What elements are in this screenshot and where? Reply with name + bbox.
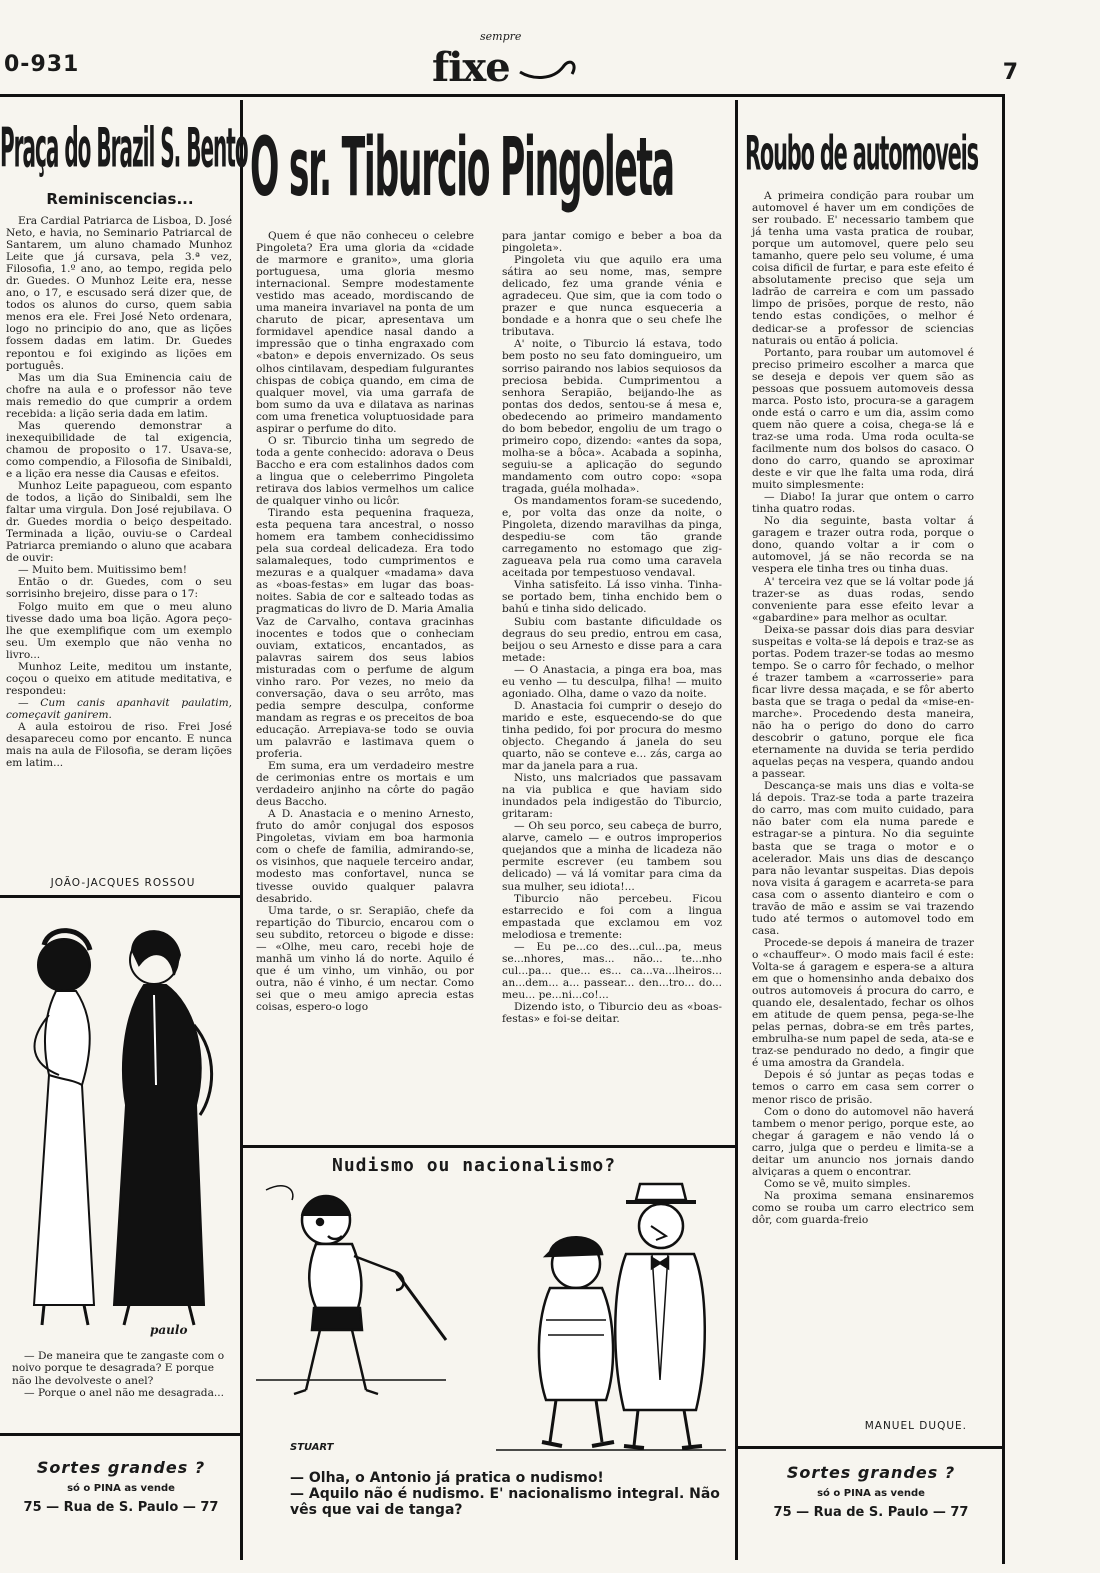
- paragraph: Tirando esta pequenina fraqueza, esta pequena tara ancestral, o nosso homem era tambem conhecidissimo pela sua cordeal delicadeza. Era todo salamaleques, todo cumprimentos e mezuras e a qualquer «madama» dava as «boas-festas» em lugar das boas-noites. Sabia de cor e salteado todas as pragmaticas do livro de D. Maria Amalia Vaz de Carvalho, contava gracinhas inocentes e todos que o conheciam ouviam, extaticos, encantados, as palavras sairem dos seus labios misturadas com o perfume de algum vinho raro. Por vezes, no meio da conversação, dava o seu arrôto, mas pedia sempre desculpa, conforme mandam as regras e os preceitos de boa educação. Arrepiava-se todo se ouvia um palavrão e lastimava quem o proferia.: [256, 507, 474, 761]
- left-ad-address: 75 — Rua de S. Paulo — 77: [23, 1500, 219, 1515]
- paragraph: A primeira condição para roubar um automovel é haver um em condições de ser roubado. E' necessario tambem que já tenha uma vasta pratica de roubar, porque um automovel, quere pelo seu tamanho, quere pelo seu volume, é uma coisa dificil de furtar, e para este efeito é absolutamente preciso que seja um ladrão de carreira e com um passado limpo de prisões, porque de resto, não tendo estas condições, o melhor é dedicar-se a professor de sciencias naturais ou então á policia.: [752, 190, 974, 347]
- paragraph: — Diabo! Ia jurar que ontem o carro tinha quatro rodas.: [752, 491, 974, 516]
- cartoon-rule: [242, 1145, 735, 1148]
- paragraph: A aula estoirou de riso. Frei José desapareceu como por encanto. E nunca mais na aula de Filosofia, se deram lições em latim...: [6, 720, 232, 770]
- cartoon-title: Nudismo ou nacionalismo?: [332, 1155, 617, 1176]
- masthead: [418, 30, 578, 90]
- right-divider: [735, 100, 738, 1560]
- cartoon-caption-line1: — Olha, o Antonio já pratica o nudismo!: [290, 1470, 604, 1486]
- right-rule: [1002, 94, 1005, 1564]
- paragraph: Como se vê, muito simples.: [764, 1177, 911, 1190]
- center-article-title: O sr. Tiburcio Pingoleta: [250, 120, 674, 215]
- paragraph: A' noite, o Tiburcio lá estava, todo bem posto no seu fato domingueiro, um sorriso pairando nos labios sequiosos da preciosa bebida. Cumprimentou a senhora Serapião, beijando-lhe as pontas dos dedos, sentou-se á mesa e, obedecendo ao primeiro mandamento do bom bebedor, engoliu de um trago o primeiro copo, dizendo: «antes da sopa, molha-se a bôca». Acabada a sopinha, seguiu-se a aplicação do segundo mandamento com outro copo: «sopa tragada, guéla molhada».: [502, 338, 722, 495]
- left-ad-headline: Sortes grandes ?: [36, 1458, 206, 1477]
- paragraph: Dizendo isto, o Tiburcio deu as «boas-festas» e foi-se deitar.: [502, 1001, 722, 1026]
- paragraph: Procede-se depois á maneira de trazer o «chauffeur». O modo mais facil é este: Volta-se á garagem e espera-se a altura em que o homensinho anda debaixo dos outros automoveis á procura do carro, e quando ele, desalentado, fechar os olhos em atitude de quem pensa, pega-se-lhe pelas pernas, dobra-se em três partes, embrulha-se num papel de seda, ata-se e traz-se pendurado no dedo, a fingir que é uma amostra da Grandela.: [752, 936, 974, 1070]
- left-article-body: [6, 215, 232, 769]
- paragraph: Vinha satisfeito. Lá isso vinha. Tinha-se portado bem, tinha enchido bem o bahú e tinha sido delicado.: [502, 579, 722, 616]
- masthead-tagline: sempre: [480, 30, 522, 43]
- fashion-caption: [12, 1350, 234, 1400]
- artist-signature-stuart: STUART: [290, 1442, 334, 1453]
- cartoon-caption: [290, 1470, 730, 1518]
- paragraph: Portanto, para roubar um automovel é preciso primeiro escolher a marca que se deseja e depois ver quem são as pessoas que possuem automoveis dessa marca. Posto isto, procura-se a garagem onde está o carro e um dia, assim como quem não quere a coisa, chega-se lá e traz-se uma roda. Uma roda oculta-se facilmente num dos bolsos do casaco. O dono do carro, quando se aproximar deste e vir que lhe falta uma roda, dirá muito simplesmente:: [752, 346, 974, 492]
- left-ad-line: só o PINA as vende: [67, 1483, 175, 1494]
- paragraph: Descança-se mais uns dias e volta-se lá depois. Traz-se toda a parte trazeira do carro, mas com muito cuidado, para não bater com ela numa parede e estragar-se a pintura. No dia seguinte basta que se traga o motor e o acelerador. Mais uns dias de descanço para não levantar suspeitas. Dias depois nova visita á garagem e acarreta-se para casa com o assento dianteiro e com o travão de mão e assim se vai trazendo tudo até termos o automovel todo em casa.: [752, 780, 974, 937]
- paragraph: para jantar comigo e beber a boa da pingoleta».: [502, 230, 722, 255]
- paragraph: O sr. Tiburcio tinha um segredo de toda a gente conhecido: adorava o Deus Baccho e era com estalinhos dados com a lingua que o celeberrimo Pingoleta retirava dos labios vermelhos um calice de qualquer vinho ou licôr.: [256, 434, 474, 508]
- paragraph: — Muito bem. Muitissimo bem!: [18, 564, 187, 577]
- paragraph: Uma tarde, o sr. Serapião, chefe da repartição do Tiburcio, encarou com o seu subdito, retorceu o bigode e disse: — «Olhe, meu caro, recebi hoje de manhã um vinho lá do norte. Aquilo é que é um vinho, um vinhão, ou por outra, não é vinho, é um nectar. Como sei que o meu amigo aprecia estas coisas, espero-o logo: [256, 904, 474, 1013]
- paragraph: Na proxima semana ensinaremos como se rouba um carro electrico sem dôr, com guarda-freio: [752, 1189, 974, 1226]
- paragraph: Pingoleta viu que aquilo era uma sátira ao seu nome, mas, sempre delicado, fez uma grande vénia e agradeceu. Que sim, que ia com todo o prazer e que nunca esqueceria a bondade e a honra que o seu chefe lhe tributava.: [502, 254, 722, 339]
- issue-number: 0-931: [4, 52, 80, 77]
- paragraph: — Oh seu porco, seu cabeça de burro, alarve, camelo — e outros improperios quejandos que a minha de licadeza não permite escrever (eu tambem sou delicado) — vá lá vomitar para cima da sua mulher, seu idiota!...: [502, 820, 722, 893]
- left-article-title: Praça do Brazil S. Bento: [0, 118, 248, 181]
- cartoon-illustration: [246, 1180, 730, 1465]
- right-ad-address: 75 — Rua de S. Paulo — 77: [773, 1505, 969, 1520]
- cartoon-caption-line2: — Aquilo não é nudismo. E' nacionalismo integral. Não vês que vai de tanga?: [290, 1486, 720, 1518]
- paragraph: A D. Anastacia e o menino Arnesto, fruto do amôr conjugal dos esposos Pingoletas, viviam em boa harmonia com o chefe de familia, admirando-se, os visinhos, que naquele terceiro andar, modesto mas confortavel, nunca se tivesse ouvido qualquer palavra desabrido.: [256, 808, 474, 905]
- right-article-title: Roubo de automoveis: [745, 128, 978, 182]
- paragraph: No dia seguinte, basta voltar á garagem e trazer outra roda, porque o dono, quando voltar a ir com o automovel, já se não recorda se na vespera ele tinha tres ou tinha duas.: [752, 515, 974, 576]
- paragraph: D. Anastacia foi cumprir o desejo do marido e este, esquecendo-se do que tinha pedido, foi por procura do mesmo objecto. Chegando á janela do seu quarto, não se conteve e... zás, carga ao mar da janela para a rua.: [502, 699, 722, 773]
- paragraph: Mas querendo demonstrar a inexequibilidade de tal exigencia, chamou de proposito o 17. Usava-se, como compendio, a Filosofia de Sinibaldi, e a lição era nesse dia Causas e efeitos.: [6, 419, 232, 480]
- paragraph: Deixa-se passar dois dias para desviar suspeitas e volta-se lá depois e traz-se as portas. Podem trazer-se todas ao mesmo tempo. Se o carro fôr fechado, o melhor é trazer tambem a «carrosserie» para ficar livre dessa maçada, e se fôr aberto basta que se traga o pedal da «mise-en-marche». Procedendo desta maneira, não ha o perigo do dono do carro descobrir o gatuno, porque ele fica eternamente na duvida se teria perdido aquelas peças na vespera, quando andou a passear.: [752, 623, 974, 781]
- page-number: 7: [1002, 60, 1018, 85]
- paragraph: Os mandamentos foram-se sucedendo, e, por volta das onze da noite, o Pingoleta, dizendo maravilhas da pinga, despediu-se com tão grande carregamento no estomago que zig-zagueava pela rua como uma caravela aceitada por tempestuoso vendaval.: [502, 495, 722, 580]
- paragraph: Quem é que não conheceu o celebre Pingoleta? Era uma gloria da «cidade de marmore e granito», uma gloria portuguesa, uma gloria mesmo internacional. Sempre modestamente vestido mas aceado, mordiscando de uma maneira invariavel na ponta de um charuto de picar, apresentava um formidavel apendice nasal dando a impressão que o tinha engraxado com «baton» e depois envernizado. Os seus olhos cintilavam, despediam fulgurantes chispas de cobiça quando, em cima de qualquer movel, via uma garrafa de bom sumo da uva e dilatava as narinas com uma frenetica voluptuosidade para aspirar o perfume do dito.: [256, 230, 474, 435]
- left-article-signature: JOÃO-JACQUES ROSSOU: [50, 877, 196, 889]
- paragraph: Era Cardial Patriarca de Lisboa, D. José Neto, e havia, no Seminario Patriarcal de Santarem, um aluno chamado Munhoz Leite que já cursava, pela 3.ª vez, Filosofia, 1.º ano, ao tempo, regida pelo dr. Guedes. O Munhoz Leite era, nesse ano, o 17, e escusado será dizer que, de todos os alunos do curso, quem sabia menos era ele. Frei José Neto ordenara, logo no principio do ano, que as lições fossem dadas em latim. Dr. Guedes repontou e foi exigindo as lições em português.: [6, 215, 232, 372]
- right-ad-line: só o PINA as vende: [817, 1488, 925, 1499]
- right-ad-headline: Sortes grandes ?: [786, 1463, 956, 1482]
- paragraph: Nisto, uns malcriados que passavam na via publica e que haviam sido inundados pela indigestão do Tiburcio, gritaram:: [502, 772, 722, 821]
- fashion-illustration: [4, 905, 236, 1345]
- top-rule: [0, 94, 1005, 97]
- left-divider: [240, 100, 243, 1560]
- center-article-col2: [502, 230, 722, 1025]
- left-ad-rule: [0, 1433, 240, 1436]
- paragraph: Em suma, era um verdadeiro mestre de cerimonias entre os mortais e um verdadeiro anjinho na côrte do pagão deus Baccho.: [256, 760, 474, 809]
- paragraph: — Cum canis apanhavit paulatim, começavit ganirem.: [6, 696, 232, 721]
- left-section-rule: [0, 895, 240, 898]
- right-article-body: [752, 190, 974, 1226]
- paragraph: — Eu pe...co des...cul...pa, meus se...nhores, mas... não... te...nho cul...pa... que... es... ca...va...lheiros... an...dem... a... passear... den...tro... do... meu... pe...ni...co!...: [502, 940, 722, 1001]
- caption-line: — Porque o anel não me desagrada...: [24, 1387, 224, 1400]
- masthead-title: fixe: [432, 44, 510, 91]
- masthead-swirl-icon: [518, 52, 578, 82]
- paragraph: Tiburcio não percebeu. Ficou estarrecido e foi com a lingua empastada que exclamou em voz melodiosa e tremente:: [502, 892, 722, 941]
- paragraph: Depois é só juntar as peças todas e temos o carro em casa sem correr o menor risco de prisão.: [752, 1069, 974, 1106]
- left-article-subtitle: Reminiscencias...: [46, 190, 194, 208]
- right-ad-rule: [738, 1446, 1003, 1449]
- paragraph: Folgo muito em que o meu aluno tivesse dado uma boa lição. Agora peço-lhe que exemplifique com um exemplo seu. Um exemplo que não venha no livro...: [6, 600, 232, 661]
- paragraph: — O Anastacia, a pinga era boa, mas eu venho — tu desculpa, filha! — muito agoniado. Olha, dame o vazo da noite.: [502, 663, 722, 700]
- right-article-signature: MANUEL DUQUE.: [864, 1420, 967, 1432]
- caption-line: — De maneira que te zangaste com o noivo porque te desagrada? E porque não lhe devolveste o anel?: [12, 1350, 225, 1387]
- paragraph: Munhoz Leite, meditou um instante, coçou o queixo em atitude meditativa, e respondeu:: [6, 660, 232, 697]
- paragraph: Subiu com bastante dificuldade os degraus do seu predio, entrou em casa, beijou o seu Arnesto e disse para a cara metade:: [502, 615, 722, 664]
- paragraph: Com o dono do automovel não haverá tambem o menor perigo, porque este, ao chegar á garagem e não vendo lá o carro, julga que o perdeu e limita-se a deitar um anuncio nos jornais dando alviçaras a quem o encontrar.: [752, 1105, 974, 1178]
- paragraph: A' terceira vez que se lá voltar pode já trazer-se as duas rodas, sendo conveniente para esse efeito levar a «gabardine» para melhor as ocultar.: [752, 575, 974, 624]
- paragraph: Então o dr. Guedes, com o seu sorrisinho brejeiro, disse para o 17:: [6, 576, 232, 601]
- center-article-col1: [256, 230, 474, 1013]
- paragraph: Munhoz Leite papagueou, com espanto de todos, a lição do Sinibaldi, sem lhe faltar uma virgula. Don José rejubilava. O dr. Guedes mordia o beiço despeitado. Terminada a lição, ouviu-se o Cardeal Patriarca premiando o aluno que acabara de ouvir:: [6, 480, 232, 565]
- artist-signature-paulo: paulo: [150, 1323, 188, 1337]
- paragraph: Mas um dia Sua Eminencia caiu de chofre na aula e o professor não teve mais remedio do que cumprir a ordem recebida: a lição seria dada em latim.: [6, 371, 232, 420]
